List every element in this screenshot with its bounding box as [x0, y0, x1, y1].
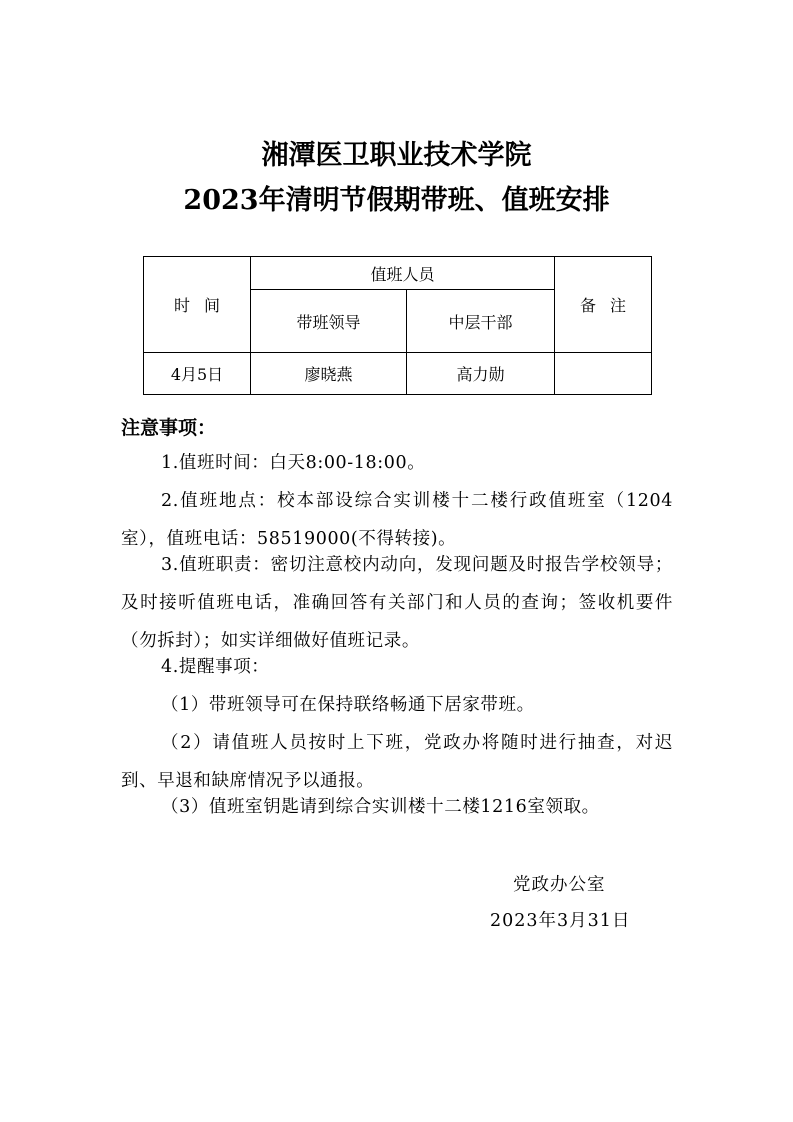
document-title-school: 湘潭医卫职业技术学院	[261, 140, 532, 171]
table-row	[144, 353, 652, 395]
signature-date: 2023年3月31日	[490, 911, 631, 931]
note-duty-responsibility: 3.值班职责：密切注意校内动向，发现问题及时报告学校领导；及时接听值班电话，准确回答有关部门和人员的查询；签收机要件（勿拆封）；如实详细做好值班记录。	[121, 555, 673, 651]
note-duty-location: 2.值班地点：校本部设综合实训楼十二楼行政值班室（1204室），值班电话：58519000(不得转接)。	[121, 491, 673, 549]
header-leader: 带班领导	[251, 290, 407, 353]
note-reminders-heading: 4.提醒事项：	[161, 657, 270, 677]
note-duty-time: 1.值班时间：白天8:00-18:00。	[161, 453, 426, 473]
header-middle-cadre: 中层干部	[407, 290, 555, 353]
signature-office: 党政办公室	[513, 875, 606, 895]
table-header-row	[144, 257, 652, 290]
header-time: 时间	[144, 257, 251, 353]
header-duty-staff: 值班人员	[251, 257, 555, 290]
document-title-schedule: 2023年清明节假期带班、值班安排	[183, 185, 610, 216]
header-remark: 备注	[555, 257, 652, 353]
note-reminder-1: （1）带班领导可在保持联络畅通下居家带班。	[161, 695, 535, 715]
cell-leader: 廖晓燕	[251, 353, 407, 395]
cell-middle-cadre: 高力勋	[407, 353, 555, 395]
notes-heading: 注意事项：	[121, 417, 217, 439]
duty-schedule-table	[143, 256, 652, 395]
cell-remark	[555, 353, 652, 395]
note-reminder-2: （2）请值班人员按时上下班，党政办将随时进行抽查，对迟到、早退和缺席情况予以通报。	[121, 733, 673, 791]
note-reminder-3: （3）值班室钥匙请到综合实训楼十二楼1216室领取。	[161, 797, 600, 817]
cell-date: 4月5日	[144, 353, 251, 395]
